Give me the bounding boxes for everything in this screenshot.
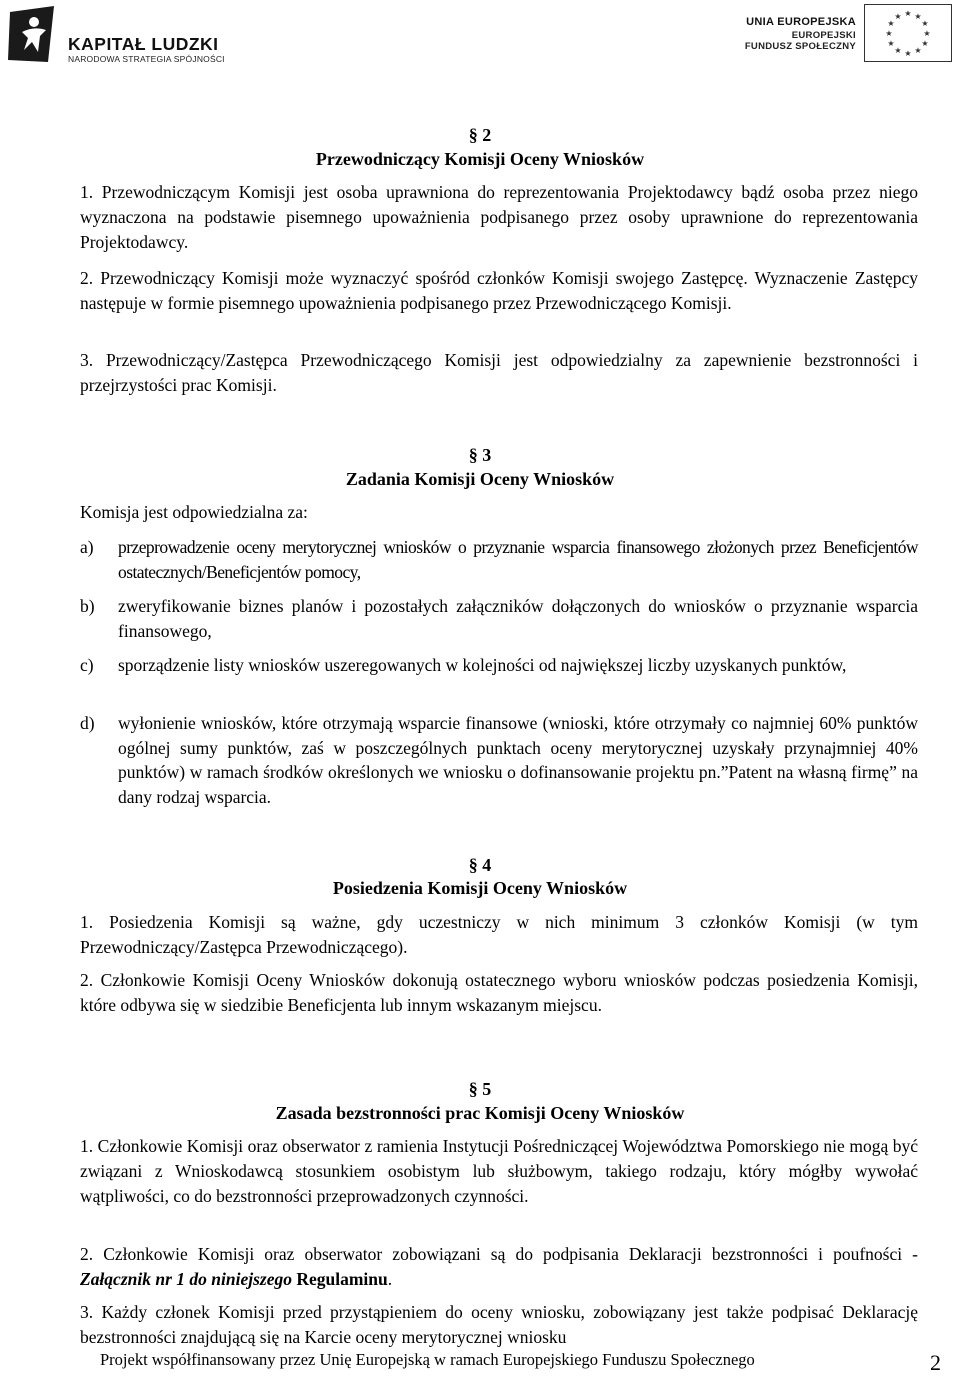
svg-text:★: ★ xyxy=(887,39,895,48)
regulation-reference: Regulaminu xyxy=(296,1269,388,1289)
section-3-title: Zadania Komisji Oceny Wniosków xyxy=(345,469,615,489)
svg-text:★: ★ xyxy=(894,12,902,21)
section-5-paragraph-1: 1. Członkowie Komisji oraz obserwator z ramienia Instytucji Pośredniczącej Województwa Pomorskiego nie mogą być związani z Wnioskodawcą stosunkiem osobistym lub służbowym, takiego rodzaju, który mógłby wywołać wątpliwości, co do bezstronności przeprowadzonych czynności. xyxy=(80,1136,918,1206)
svg-text:★: ★ xyxy=(904,49,912,58)
eu-logo-line3-text: FUNDUSZ SPOŁECZNY xyxy=(744,41,856,52)
svg-text:★: ★ xyxy=(904,9,912,18)
human-figure-icon xyxy=(4,4,64,66)
section-5-title: Zasada bezstronności prac Komisji Oceny Wniosków xyxy=(275,1103,685,1123)
list-item xyxy=(80,594,918,643)
section-2-paragraph-3: 3. Przewodniczący/Zastępca Przewodniczącego Komisji jest odpowiedzialny za zapewnienie bezstronności i przejrzystości prac Komisji. xyxy=(80,350,918,395)
list-item-label: a) xyxy=(80,537,94,557)
eu-logo xyxy=(734,4,952,62)
list-item-text: wyłonienie wniosków, które otrzymają wsparcie finansowe (wnioski, które otrzymały co najmniej 60% punktów ogólnej sumy punktów, zaś w poszczególnych punktach oceny merytorycznej uzyskały przynajmniej 40% punktów) w ramach środków określonych we wniosku o dofinansowanie projektu pn.”Patent na własną firmę” na dany rodzaj wsparcia. xyxy=(118,713,918,807)
svg-text:★: ★ xyxy=(921,19,929,28)
svg-text:★: ★ xyxy=(914,46,922,55)
list-item-label: d) xyxy=(80,713,95,733)
section-5-paragraph-3: 3. Każdy członek Komisji przed przystąpieniem do oceny wniosku, zobowiązany jest także podpisać Deklarację bezstronności znajdującą się na Karcie oceny merytorycznej wniosku xyxy=(80,1302,918,1347)
section-5-number: § 5 xyxy=(468,1079,492,1099)
section-4-title: Posiedzenia Komisji Oceny Wniosków xyxy=(332,878,628,898)
page-number: 2 xyxy=(930,1350,941,1375)
list-item xyxy=(80,653,918,678)
paragraph-end: . xyxy=(387,1269,393,1289)
paragraph-text: 2. Członkowie Komisji oraz obserwator zobowiązani są do podpisania Deklaracji bezstronności i poufności - xyxy=(80,1244,918,1264)
section-3-number: § 3 xyxy=(468,445,492,465)
section-4-number: § 4 xyxy=(468,855,492,875)
svg-text:★: ★ xyxy=(887,19,895,28)
list-item-label: b) xyxy=(80,596,95,616)
list-item-text: zweryfikowanie biznes planów i pozostałych załączników dołączonych do wniosków o przyznanie wsparcia finansowego, xyxy=(118,596,918,641)
section-4-paragraph-1: 1. Posiedzenia Komisji są ważne, gdy uczestniczy w nich minimum 3 członków Komisji (w tym Przewodniczący/Zastępca Przewodniczącego). xyxy=(80,912,918,957)
section-2-title: Przewodniczący Komisji Oceny Wniosków xyxy=(315,149,645,169)
eu-logo-line1: UNIA EUROPEJSKA xyxy=(746,16,856,28)
section-5-paragraph-2 xyxy=(80,1242,918,1292)
list-item-label: c) xyxy=(80,655,94,675)
list-item-text: przeprowadzenie oceny merytorycznej wniosków o przyznanie wsparcia finansowego złożonych przez Beneficjentów ostatecznych/Beneficjentów pomocy, xyxy=(118,537,918,582)
eu-flag-icon xyxy=(864,4,952,62)
section-2-number: § 2 xyxy=(468,125,492,145)
list-item xyxy=(80,535,918,584)
eu-logo-line2-text: EUROPEJSKI xyxy=(791,30,856,41)
attachment-reference: Załącznik nr 1 do niniejszego xyxy=(80,1269,292,1289)
section-3-intro: Komisja jest odpowiedzialna za: xyxy=(80,502,308,522)
list-item xyxy=(80,711,918,809)
svg-text:★: ★ xyxy=(921,39,929,48)
list-item-text: sporządzenie listy wniosków uszeregowanych w kolejności od największej liczby uzyskanych punktów, xyxy=(118,655,847,675)
section-2-paragraph-2: 2. Przewodniczący Komisji może wyznaczyć spośród członków Komisji swojego Zastępcę. Wyznaczenie Zastępcy następuje w formie pisemnego upoważnienia podpisanego przez Przewodniczącego Komisji. xyxy=(80,268,918,313)
svg-text:★: ★ xyxy=(914,12,922,21)
section-2-paragraph-1: 1. Przewodniczącym Komisji jest osoba uprawniona do reprezentowania Projektodawcy bądź osoba przez niego wyznaczona na podstawie pisemnego upoważnienia podpisanego przez osoby uprawnione do reprezentowania Projektodawcy. xyxy=(80,182,918,252)
svg-text:★: ★ xyxy=(923,29,931,38)
section-4-paragraph-2: 2. Członkowie Komisji Oceny Wniosków dokonują ostatecznego wyboru wniosków podczas posiedzenia Komisji, które odbywa się w siedzibie Beneficjenta lub innym wskazanym miejscu. xyxy=(80,970,918,1015)
svg-text:★: ★ xyxy=(885,29,893,38)
logo-title: KAPITAŁ LUDZKI xyxy=(68,34,219,54)
footer-text: Projekt współfinansowany przez Unię Europejską w ramach Europejskiego Funduszu Społecznego xyxy=(100,1350,755,1369)
eu-logo-line2 xyxy=(745,30,856,52)
svg-text:★: ★ xyxy=(894,46,902,55)
page-header xyxy=(0,0,960,100)
logo-subtitle: NARODOWA STRATEGIA SPÓJNOŚCI xyxy=(68,54,225,64)
kapital-ludzki-logo xyxy=(4,4,234,66)
